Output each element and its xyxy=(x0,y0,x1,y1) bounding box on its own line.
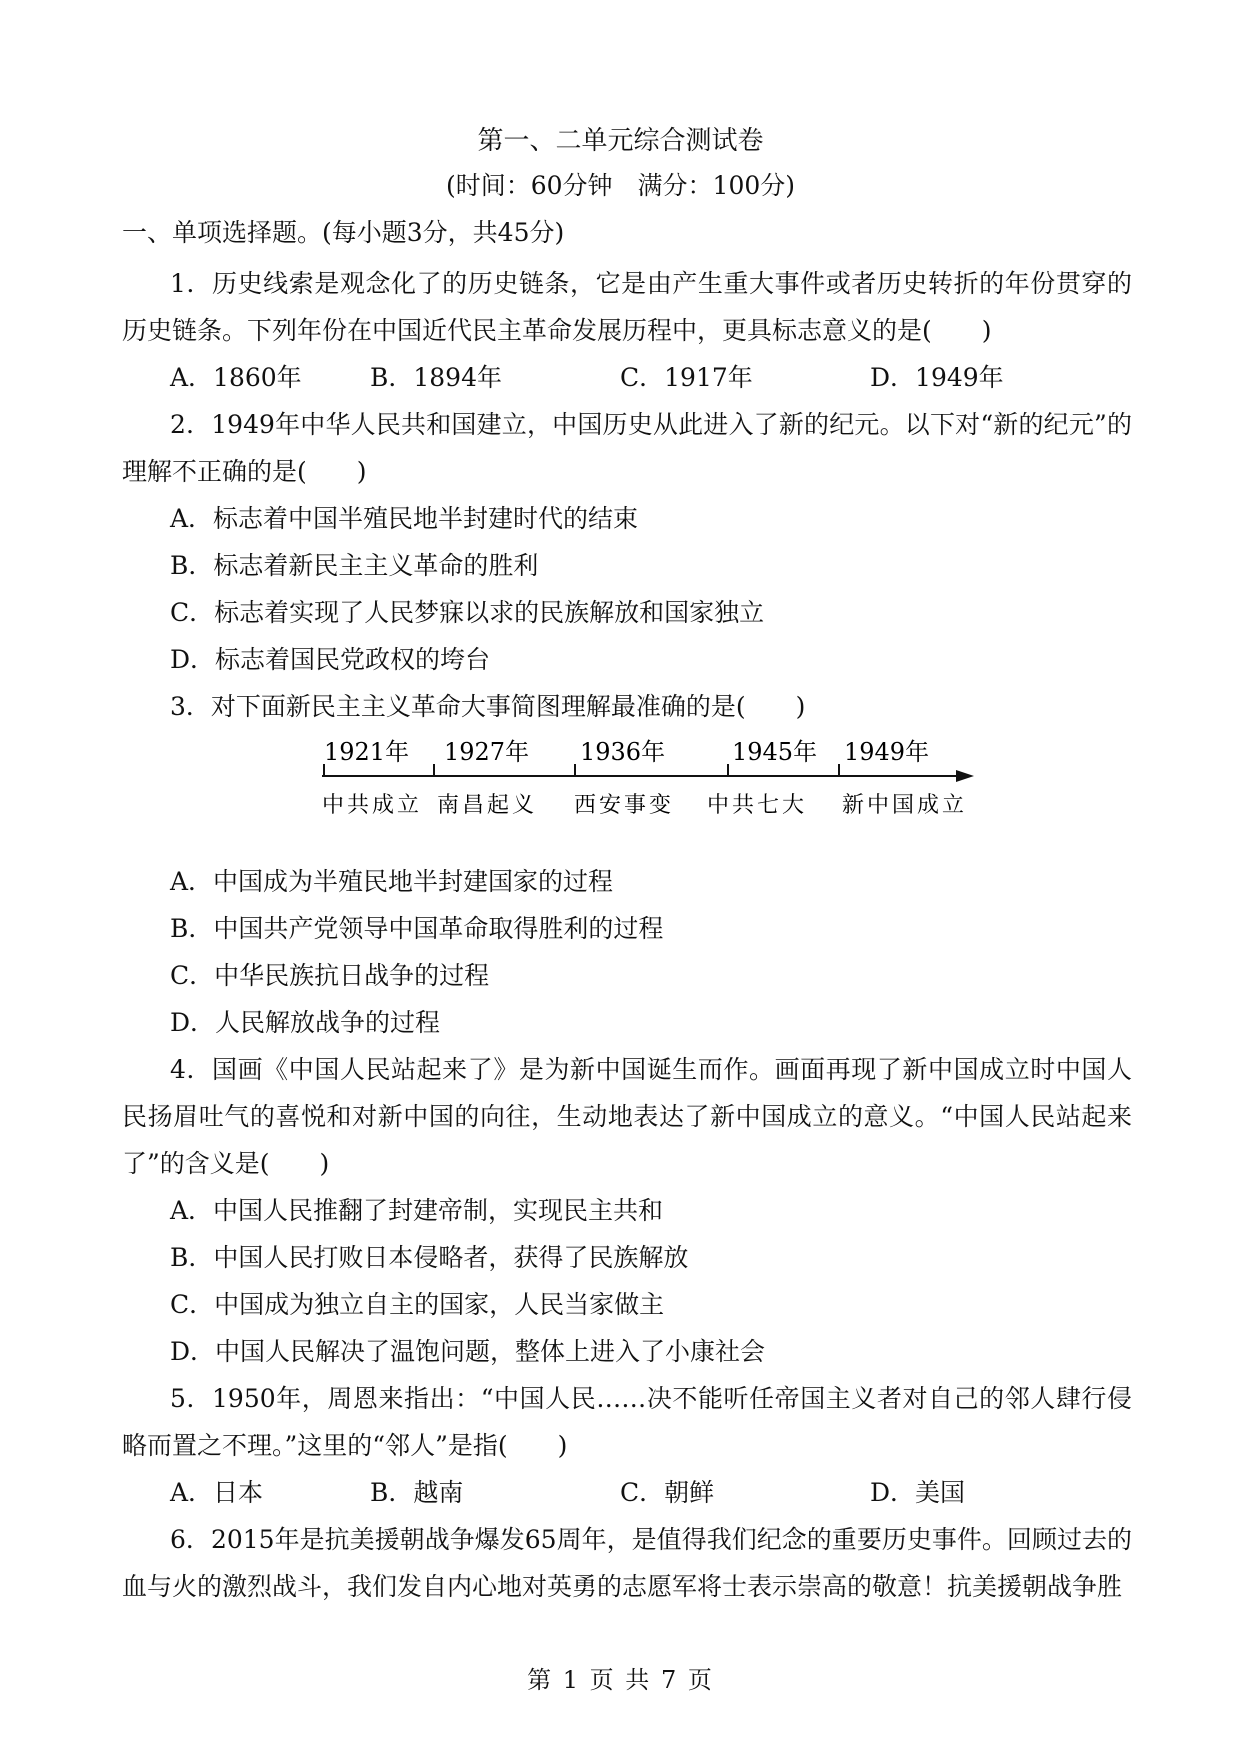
question-list xyxy=(122,260,1132,1610)
question-6 xyxy=(122,1516,1132,1610)
option-d: D．中国人民解决了温饱问题，整体上进入了小康社会 xyxy=(170,1337,766,1366)
timeline-year: 1921年 xyxy=(324,738,410,766)
timeline-diagram xyxy=(122,730,1132,858)
timeline-year: 1949年 xyxy=(844,738,930,766)
timeline-event: 西安事变 xyxy=(574,793,675,818)
timeline-arrow-icon xyxy=(956,770,974,782)
option-b: B．1894年 xyxy=(370,363,502,392)
option-row xyxy=(122,1469,1132,1516)
question-stem: 1．历史线索是观念化了的历史链条，它是由产生重大事件或者历史转折的年份贯穿的历史链条。下列年份在中国近代民主革命发展历程中，更具标志意义的是( ) xyxy=(122,269,1132,345)
exam-title: 第一、二单元综合测试卷 xyxy=(477,126,764,156)
option-b: B．越南 xyxy=(370,1478,464,1507)
timeline-event: 新中国成立 xyxy=(842,793,968,818)
option-d: D．美国 xyxy=(870,1478,966,1507)
exam-subtitle: (时间：60分钟 满分：100分) xyxy=(445,171,796,200)
option-row xyxy=(122,354,1132,401)
question-stem: 3．对下面新民主主义革命大事简图理解最准确的是( ) xyxy=(170,692,806,721)
option-c: C．1917年 xyxy=(620,363,753,392)
option-c: C．标志着实现了人民梦寐以求的民族解放和国家独立 xyxy=(170,598,765,627)
option-d: D．标志着国民党政权的垮台 xyxy=(170,645,491,674)
option-a: A．中国人民推翻了封建帝制，实现民主共和 xyxy=(170,1196,664,1225)
page-footer: 第 1 页 共 7 页 xyxy=(527,1666,714,1694)
section-heading: 一、单项选择题。(每小题3分，共45分) xyxy=(122,218,565,247)
option-a: A．中国成为半殖民地半封建国家的过程 xyxy=(170,867,614,896)
option-a: A．标志着中国半殖民地半封建时代的结束 xyxy=(170,504,639,533)
option-a: A．1860年 xyxy=(170,363,302,392)
timeline-event: 中共成立 xyxy=(322,793,423,818)
option-b: B．标志着新民主主义革命的胜利 xyxy=(170,551,539,580)
timeline-year: 1945年 xyxy=(732,738,818,766)
question-1 xyxy=(122,260,1132,401)
option-c: C．中华民族抗日战争的过程 xyxy=(170,961,490,990)
timeline-svg xyxy=(122,730,1132,858)
question-stem: 4．国画《中国人民站起来了》是为新中国诞生而作。画面再现了新中国成立时中国人民扬眉吐气的喜悦和对新中国的向往，生动地表达了新中国成立的意义。“中国人民站起来了”的含义是( ) xyxy=(122,1055,1132,1178)
question-4 xyxy=(122,1046,1132,1375)
option-d: D．人民解放战争的过程 xyxy=(170,1008,441,1037)
question-stem: 5．1950年，周恩来指出：“中国人民……决不能听任帝国主义者对自己的邻人肆行侵略而置之不理。”这里的“邻人”是指( ) xyxy=(122,1384,1132,1460)
option-c: C．中国成为独立自主的国家，人民当家做主 xyxy=(170,1290,665,1319)
option-b: B．中国人民打败日本侵略者，获得了民族解放 xyxy=(170,1243,689,1272)
timeline-year: 1927年 xyxy=(444,738,530,766)
question-stem: 6．2015年是抗美援朝战争爆发65周年，是值得我们纪念的重要历史事件。回顾过去的血与火的激烈战斗，我们发自内心地对英勇的志愿军将士表示崇高的敬意！抗美援朝战争胜 xyxy=(122,1525,1132,1601)
question-stem: 2．1949年中华人民共和国建立，中国历史从此进入了新的纪元。以下对“新的纪元”的理解不正确的是( ) xyxy=(122,410,1132,486)
question-3 xyxy=(122,683,1132,1046)
timeline-event: 南昌起义 xyxy=(437,793,538,818)
question-5 xyxy=(122,1375,1132,1516)
question-2 xyxy=(122,401,1132,683)
timeline-event: 中共七大 xyxy=(707,793,808,818)
option-b: B．中国共产党领导中国革命取得胜利的过程 xyxy=(170,914,664,943)
option-a: A．日本 xyxy=(170,1478,264,1507)
timeline-year: 1936年 xyxy=(580,738,666,766)
option-c: C．朝鲜 xyxy=(620,1478,715,1507)
option-d: D．1949年 xyxy=(870,363,1004,392)
